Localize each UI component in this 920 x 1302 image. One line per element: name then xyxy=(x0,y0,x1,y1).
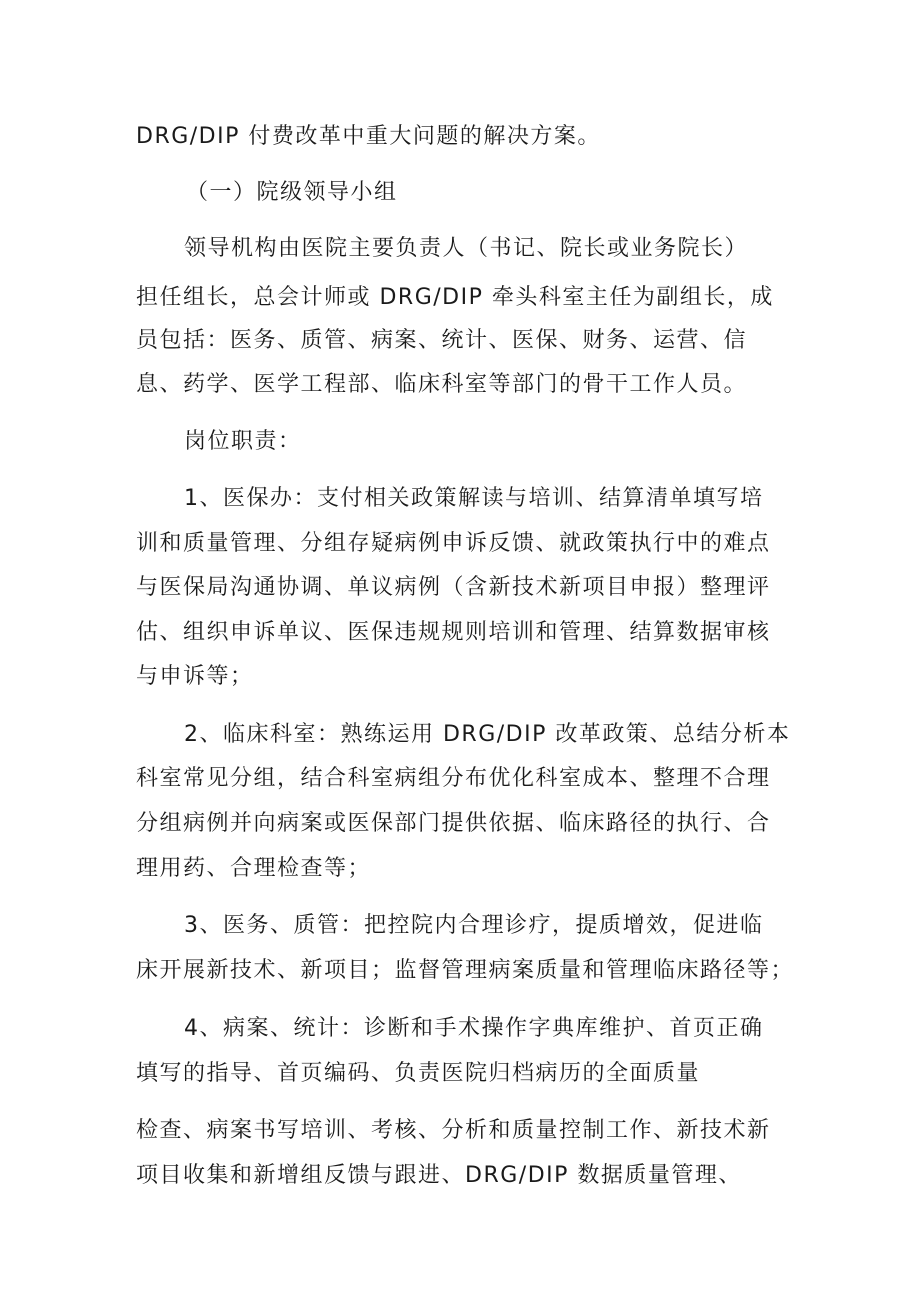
paragraph-line: 项目收集和新增组反馈与跟进、DRG/DIP 数据质量管理、 xyxy=(136,1163,742,1188)
paragraph-line: 科室常见分组，结合科室病组分布优化科室成本、整理不合理 xyxy=(136,766,771,791)
paragraph-line: 估、组织申诉单议、医保违规规则培训和管理、结算数据审核 xyxy=(136,620,771,645)
paragraph-line: 4、病案、统计：诊断和手术操作字典库维护、首页正确 xyxy=(184,1016,764,1041)
paragraph-line: 理用药、合理检查等； xyxy=(136,856,372,881)
paragraph-line: 1、医保办：支付相关政策解读与培训、结算清单填写培 xyxy=(184,486,764,511)
paragraph-line: 检查、病案书写培训、考核、分析和质量控制工作、新技术新 xyxy=(136,1118,771,1143)
paragraph-line: 领导机构由医院主要负责人（书记、院长或业务院长） xyxy=(184,236,749,261)
paragraph-line: 员包括：医务、质管、病案、统计、医保、财务、运营、信 xyxy=(136,328,748,353)
paragraph-line: 3、医务、质管：把控院内合理诊疗，提质增效，促进临 xyxy=(184,913,764,938)
paragraph-line: 分组病例并向病案或医保部门提供依据、临床路径的执行、合 xyxy=(136,811,771,836)
paragraph-line: 担任组长，总会计师或 DRG/DIP 牵头科室主任为副组长，成 xyxy=(136,285,774,310)
paragraph-line: DRG/DIP 付费改革中重大问题的解决方案。 xyxy=(136,124,601,149)
paragraph-line: 与医保局沟通协调、单议病例（含新技术新项目申报）整理评 xyxy=(136,575,771,600)
section-heading: （一）院级领导小组 xyxy=(186,180,398,205)
paragraph-line: 2、临床科室：熟练运用 DRG/DIP 改革政策、总结分析本 xyxy=(184,722,791,747)
paragraph-line: 与申诉等； xyxy=(136,664,254,689)
paragraph-line: 填写的指导、首页编码、负责医院归档病历的全面质量 xyxy=(136,1061,701,1086)
paragraph-line: 床开展新技术、新项目；监督管理病案质量和管理临床路径等； xyxy=(136,958,795,983)
paragraph-line: 息、药学、医学工程部、临床科室等部门的骨干工作人员。 xyxy=(136,372,748,397)
paragraph-line: 岗位职责： xyxy=(184,429,302,454)
paragraph-line: 训和质量管理、分组存疑病例申诉反馈、就政策执行中的难点 xyxy=(136,531,771,556)
